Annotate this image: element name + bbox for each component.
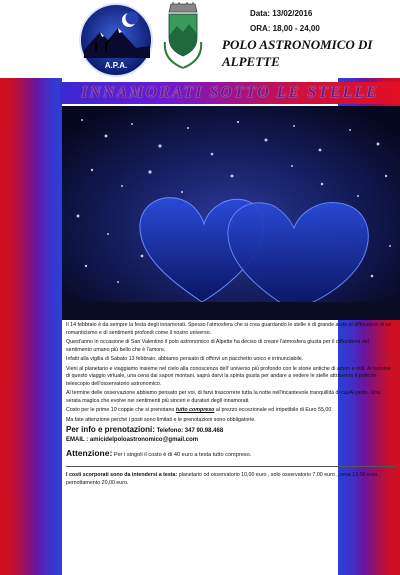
contact-phone-line <box>66 426 396 436</box>
apa-logo <box>78 2 154 78</box>
organization-name-line1: POLO ASTRONOMICO DI <box>222 37 373 52</box>
costs-text: planetario od osservatorio 10,00 euro , solo osservatorio 7,00 euro , cena 13,00 euro , pernottamento 20,00 euro. <box>66 471 381 486</box>
price-highlight: tutto compreso <box>175 407 215 413</box>
apa-logo-text: A.P.A. <box>104 61 128 70</box>
costs-breakdown <box>66 471 396 487</box>
paragraph-program: Vieni al planetario e viaggiamo insieme nel cielo alla conoscenza dell' universo più profondo con le storie antiche di amori e miti. Al termine di questo viaggio virtuale, una cena dai sapori montani, saprà darvi la spinta giusta per andare a vedere le stelle attraverso il potente telescopio dell'osservatorio astronomico. <box>66 365 391 387</box>
contact-email-line <box>66 437 396 445</box>
attention-line <box>66 450 396 460</box>
paragraph-price: Costo per le prime 10 coppie che si prenotano tutto compreso al prezzo eccezionale ed irripetibile di Euro 55,00. <box>66 407 333 413</box>
paragraph-night: Al termine delle osservazione abbiamo pensato per voi, di farvi trascorrere tutta la notte nell'incantevole tranquillità di casAl-pette. Una serata magica che evolve nei sentimenti più sinceri e duraturi degli innamorati. <box>66 390 381 404</box>
paragraph-valentine: Quest'anno in occasione di San Valentino il polo astronomico di Alpette ha deciso di creare l'atmosfera giusta per il diffondersi del sentimento umano più bello che è l'amore. <box>66 339 369 353</box>
event-date: Data: 13/02/2016 <box>250 9 313 18</box>
email-label: EMAIL : <box>66 436 89 443</box>
attention-label: Attenzione: <box>66 448 113 458</box>
attention-text: Per i singoli il costo è di 40 euro a testa tutto compreso. <box>112 452 252 458</box>
event-time: ORA: 18,00 - 24,00 <box>250 24 320 33</box>
paragraph-booking-note: Ma fate attenzione perché i posti sono limitati e le prenotazioni sono obbligatorie. <box>66 416 256 423</box>
organization-name-line2: ALPETTE <box>222 54 280 69</box>
info-label: Per info e prenotazioni: <box>66 425 155 434</box>
divider <box>66 466 396 467</box>
paragraph-package: Infatti alla vigilia di Sabato 13 febbraio, abbiamo pensato di offrirvi un pacchetto unico e irrinunciabile. <box>66 356 304 362</box>
starry-hearts-photo <box>62 106 400 320</box>
left-gradient-bar <box>0 78 62 575</box>
paragraph-intro: Il 14 febbraio è da sempre la festa degli innamorati. Spesso l'atmosfera che si crea guardando le stelle è di grande aiuto al diffondersi di un romanticismo e di sentimenti profondi come il nostro universo. <box>66 322 392 336</box>
email-address[interactable]: amicidelpoloastronomico@gmail.com <box>88 436 199 443</box>
event-title: INNAMORATI SOTTO LE STELLE <box>81 84 379 101</box>
event-description <box>66 322 396 487</box>
phone-number[interactable]: Telefono: 347 90.98.468 <box>154 428 224 434</box>
event-datetime <box>250 6 398 36</box>
costs-lead: I costi scorporati sono da intendersi a testa: <box>66 471 178 478</box>
organization-name <box>222 36 400 70</box>
coat-of-arms <box>163 2 203 70</box>
